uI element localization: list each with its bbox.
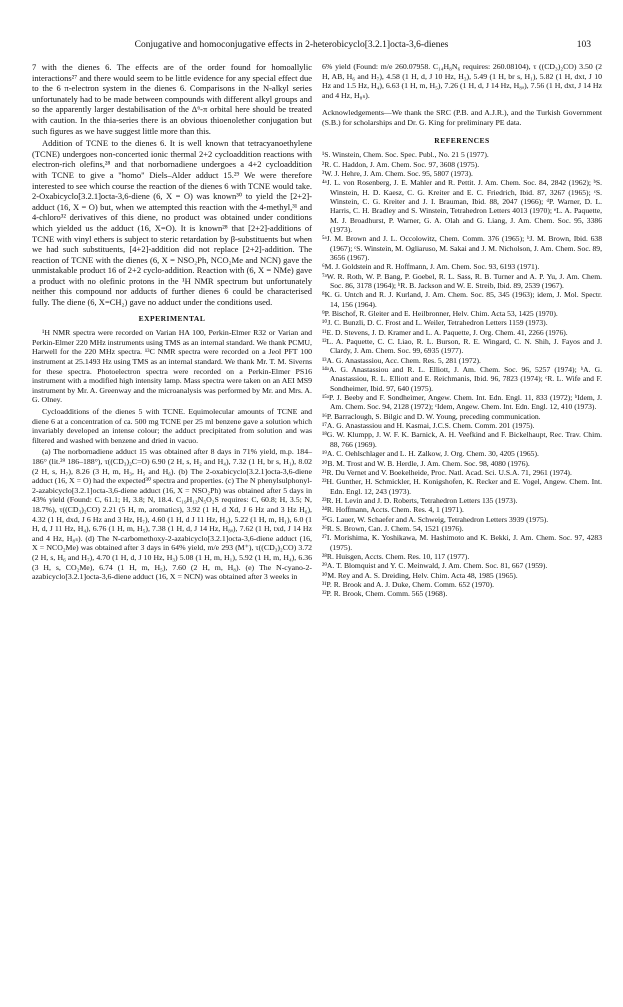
- page-number: 103: [576, 40, 591, 50]
- reference-item: ³W. J. Hehre, J. Am. Chem. Soc. 95, 5807 (1973).: [322, 168, 473, 178]
- running-header: [32, 40, 591, 54]
- reference-item: ¹⁰J. C. Bunzli, D. C. Frost and L. Weiler, Tetrahedron Letters 1159 (1973).: [322, 318, 548, 328]
- reference-item: ⁵ᵃJ. M. Brown and J. L. Occolowitz, Chem. Comm. 376 (1965); ᵇJ. M. Brown, Ibid. 638 (1967); ᶜS. Winstein, M. Ogliaruso, M. Sakai and J. M. Nicholson, J. Am. Chem. Soc. 89, 3656 (1967).: [322, 234, 602, 262]
- reference-item: ²⁰B. M. Trost and W. B. Herdle, J. Am. Chem. Soc. 98, 4080 (1976).: [322, 458, 530, 468]
- left-column: [32, 62, 312, 584]
- reference-item: ⁹P. Bischof, R. Gleiter and E. Heilbronner, Helv. Chim. Acta 53, 1425 (1970).: [322, 309, 558, 318]
- reference-item: ²⁴R. Hoffmann, Accts. Chem. Res. 4, 1 (1971).: [322, 505, 464, 515]
- body-paragraph: Addition of TCNE to the dienes 6. It is well known that tetracyanoethylene (TCNE) undergoes non-concerted ionic thermal 2+2 cycloaddition reactions with electron-rich olefins,²⁸ and that norbornadiene undergoes a 4+2 cycloaddition with TCNE to give a "homo" Diels–Alder adduct 15.²⁹ We were therefore interested to see which course the reaction of the dienes 6 with TCNE would take. 2-Oxabicyclo[3.2.1]octa-3,6-diene (6, X = O) was known³⁰ to yield the [2+2]-adduct (16, X = O) but, when we attempted this reaction with the 4-methyl,³¹ and 4-chloro³² derivatives of this diene, no product was obtained under conditions which yielded us the adduct (16, X=O). It is known²⁸ that [2+2]-additions of TCNE with vinyl ethers is subject to steric retardation by β-substituents but when we had such substituents, [4+2]-addition did not replace [2+2]-addition. The reaction of TCNE with the dienes (6, X = NSO₂Ph, NCO₂Me and NCN) gave the unmistakable product 16 of 2+2 cyclo-addition. Reaction with (6, X = NMe) gave a product with no olefinic protons in the ¹H NMR spectrum but unfortunately neither this compound nor adducts of further dienes 6 could be characterised fully. The diene (6, X=CH₂) gave no adduct under the conditions used.: [32, 138, 312, 308]
- reference-item: ⁶M. J. Goldstein and R. Hoffmann, J. Am. Chem. Soc. 93, 6193 (1971).: [322, 262, 540, 272]
- reference-item: ³¹P. R. Brook and A. J. Duke, Chem. Comm. 652 (1970).: [322, 579, 495, 589]
- reference-item: ³²P. R. Brook, Chem. Comm. 565 (1968).: [322, 589, 448, 599]
- acknowledgements: Acknowledgements—We thank the SRC (P.B. and A.J.R.), and the Turkish Government (S.B.) for scholarships and Dr. G. King for preliminary PE data.: [322, 108, 602, 127]
- reference-item: ²⁵G. Lauer, W. Schaefer and A. Schweig, Tetrahedron Letters 3939 (1975).: [322, 514, 549, 524]
- reference-item: ²⁸R. Huisgen, Accts. Chem. Res. 10, 117 (1977).: [322, 551, 470, 561]
- body-paragraph: 7 with the dienes 6. The effects are of the order found for homoallylic interactions²⁷ and there would seem to be little evidence for any special effect due to the 6 π-electron system in the dienes 6. Comparisons in the N-alkyl series unfortunately had to be made between compounds with different alkyl groups and so the apparently larger destabilisation of the Δ⁶-π orbital here should be treated with caution. In the thia-series there is an obvious thioenolether conjugation but such figures as we have suggest little more than this.: [32, 62, 312, 136]
- reference-item: ⁴ᵃJ. L. von Rosenberg, J. E. Mahler and R. Pettit. J. Am. Chem. Soc. 84, 2842 (1962); ᵇS. Winstein, H. D. Kaesz, C. G. Kreiter and E. C. Friedrich, Ibid. 87, 3267 (1965); ᶜS. Winstein, C. G. Kreiter and J. I. Brauman, Ibid. 88, 2047 (1966); ᵈP. Warner, D. L. Harris, C. H. Bradley and S. Winstein, Tetrahedron Letters 4013 (1970); ᵉL. A. Paquette, M. J. Broadhurst, P. Warner, G. A. Olah and G. Liang, J. Am. Chem. Soc. 95, 3386 (1973).: [322, 178, 602, 234]
- reference-item: ¹⁵ᵃP. J. Beeby and F. Sondheimer, Angew. Chem. Int. Edn. Engl. 11, 833 (1972); ᵇIdem, J. Am. Chem. Soc. 94, 2128 (1972); ᶜIdem, Angew. Chem. Int. Edn. Engl. 12, 410 (1973).: [322, 393, 602, 412]
- experimental-continuation: 6% yield (Found: m/e 260.07958. C₁₄H₈N₆ requires: 260.08104), τ ((CD₃)₂CO) 3.50 (2 H, AB, H₆ and H₇), 4.58 (1 H, d, J 10 Hz, H₃), 5.49 (1 H, br s, H₁), 5.82 (1 H, dxt, J 10 Hz and 1.5 Hz, H₄), 6.63 (1 H, m, H₅), 7.26 (1 H, d, J 14 Hz, H₈ₐ), 7.56 (1 H, dxt, J 14 Hz and 4 Hz, H₈ₛ).: [322, 62, 602, 100]
- experimental-heading: EXPERIMENTAL: [138, 313, 206, 323]
- reference-item: ²R. C. Haddon, J. Am. Chem. Soc. 97, 3608 (1975).: [322, 159, 480, 169]
- reference-item: ⁷ᵃW. R. Roth, W. P. Bang, P. Goebel, R. L. Sass, R. B. Turner and A. P. Yu, J. Am. Chem. Soc. 86, 3178 (1964); ᵇR. B. Jackson and W. E. Streib, Ibid. 89, 2539 (1967).: [322, 271, 602, 290]
- experimental-paragraph: ¹H NMR spectra were recorded on Varian HA 100, Perkin-Elmer R32 or Varian and Perkin-Elmer 220 MHz instruments using TMS as an internal standard. We thank PCMU, Harwell for the 220 MHz spectra. ¹³C NMR spectra were recorded on a Jeol PFT 100 instrument at 25.1493 Hz using TMS as an internal standard. We thank Mr. T. M. Siverns for these spectra. Photoelectron spectra were recorded on a Perkin-Elmer PS16 instrument with a modified high intensity lamp. Mass spectra were taken on an AEI MS9 instrument by Mr. A. Greenway and the microanalysis was performed by Mr. and Mrs. A. G. Olney.: [32, 328, 312, 405]
- reference-item: ¹²L. A. Paquette, C. C. Liao, R. L. Burson, R. E. Wingard, C. N. Shih, J. Fayos and J. Clardy, J. Am. Chem. Soc. 99, 6935 (1977).: [322, 337, 602, 356]
- reference-item: ¹⁴ᵃA. G. Anastassiou and R. L. Elliott, J. Am. Chem. Soc. 96, 5257 (1974); ᵇA. G. Anastassiou, R. L. Elliott and E. Reichmanis, Ibid. 96, 7823 (1974); ᶜR. L. Wife and F. Sondheimer, Ibid. 97, 640 (1975).: [322, 365, 602, 393]
- reference-item: ²⁷I. Morishima, K. Yoshikawa, M. Hashimoto and K. Bekki, J. Am. Chem. Soc. 97, 4283 (1975).: [322, 533, 602, 552]
- reference-item: ¹⁹A. C. Oehlschlager and L. H. Zalkow, J. Org. Chem. 30, 4205 (1965).: [322, 449, 539, 459]
- reference-item: ¹S. Winstein, Chem. Soc. Spec. Publ., No. 21 5 (1977).: [322, 150, 489, 160]
- reference-item: ³⁰M. Rey and A. S. Dreiding, Helv. Chim. Acta 48, 1985 (1965).: [322, 570, 518, 580]
- reference-item: ¹³A. G. Anastassiou, Acc. Chem. Res. 5, 281 (1972).: [322, 355, 481, 365]
- reference-item: ²⁶R. S. Brown, Can. J. Chem. 54, 1521 (1976).: [322, 523, 464, 533]
- reference-item: ²¹R. Du Vernet and V. Boekelheide, Proc. Natl. Acad. Sci. U.S.A. 71, 2961 (1974).: [322, 467, 572, 477]
- reference-item: ¹⁶P. Barraclough, S. Bilgic and D. W. Young, preceding communication.: [322, 411, 541, 421]
- experimental-paragraph: (a) The norbornadiene adduct 15 was obtained after 8 days in 71% yield, m.p. 184–186° (lit.²⁹ 186–188°), τ((CD₃)₂C=O) 6.90 (2 H, s, H₂ and H₄), 7.32 (1 H, br s, H₁), 8.02 (2 H, s, H₇), 8.26 (3 H, m, H₃, H₅ and H₆). (b) The 2-oxabicyclo[3.2.1]octa-3,6-diene adduct (16, X = O) had the expected³⁰ spectra and properties. (c) The N phenylsulphonyl-2-azabicyclo[3.2.1]octa-3,6-diene adduct (16, X = NSO₂Ph) was obtained after 5 days in 43% yield (Found: C, 61.1; H, 3.8; N, 18.4. C₁₉H₁₃N₅O₂S requires: C, 60.8; H, 3.5; N, 18.7%), τ((CD₃)₂CO) 2.21 (5 H, m, aromatics), 3.92 (1 H, d Xd, J 6 Hz and 3 Hz H₆), 4.32 (1 H, dxd, J 6 Hz and 3 Hz, H₇), 4.60 (1 H, d J 11 Hz, H₃), 5.22 (1 H, m, H₁), 6.0 (1 H, d, J 11 Hz, H₄), 6.76 (1 H, m, H₅), 7.38 (1 H, d, J 14 Hz, H₈ₐ), 7.62 (1 H, txd, J 14 Hz and 4 Hz, H₈ₛ). (d) The N-carbomethoxy-2-azabicyclo[3.2.1]octa-3,6-diene adduct (16, X = NCO₂Me) was obtained after 3 days in 64% yield, m/e 293 (M⁺), τ((CD₃)₂CO) 3.72 (2 H, s, H₆ and H₇), 4.70 (1 H, d, J 10 Hz, H₃) 5.08 (1 H, m, H₁), 5.92 (1 H, m, H₄), 6.36 (3 H, s, CO₂Me), 6.74 (1 H, m, H₅), 7.60 (2 H, m, H₈). (e) The N-cyano-2-azabicyclo[3.2.1]octa-3,6-diene adduct (16, X = NCN) was obtained after 3 weeks in: [32, 447, 312, 582]
- reference-item: ¹⁸G. W. Klumpp, J. W. F. K. Barnick, A. H. Veefkind and F. Bickelhaupt, Rec. Trav. Chim. 88, 766 (1969).: [322, 430, 602, 449]
- reference-item: ²²H. Gunther, H. Schmickler, H. Konigshofen, K. Recker and E. Vogel, Angew. Chem. Int. Edn. Engl. 12, 243 (1973).: [322, 477, 602, 496]
- reference-item: ²³R. H. Levin and J. D. Roberts, Tetrahedron Letters 135 (1973).: [322, 495, 518, 505]
- running-title: Conjugative and homoconjugative effects in 2-heterobicyclo[3.2.1]octa-3,6-dienes: [134, 40, 449, 50]
- reference-item: ⁸K. G. Untch and R. J. Kurland, J. Am. Chem. Soc. 85, 345 (1963); idem, J. Mol. Spectr. 14, 156 (1964).: [322, 290, 602, 309]
- reference-item: ²⁹A. T. Blomquist and Y. C. Meinwald, J. Am. Chem. Soc. 81, 667 (1959).: [322, 561, 548, 571]
- reference-list: [322, 150, 602, 599]
- reference-item: ¹⁷A. G. Anastassiou and H. Kasmai, J.C.S. Chem. Comm. 201 (1975).: [322, 421, 535, 431]
- references-heading: REFERENCES: [434, 135, 490, 145]
- right-column: [322, 62, 602, 599]
- experimental-paragraph: Cycloadditions of the dienes 5 with TCNE. Equimolecular amounts of TCNE and diene 6 at a concentration of ca. 500 mg TCNE per 25 ml benzene gave a solution which invariably developed an intense colour; the adduct precipitated from solution and was filtered and washed with benzene and dried in vacuo.: [32, 407, 312, 445]
- reference-item: ¹¹E. D. Stevens, J. D. Kramer and L. A. Paquette, J. Org. Chem. 41, 2266 (1976).: [322, 327, 568, 337]
